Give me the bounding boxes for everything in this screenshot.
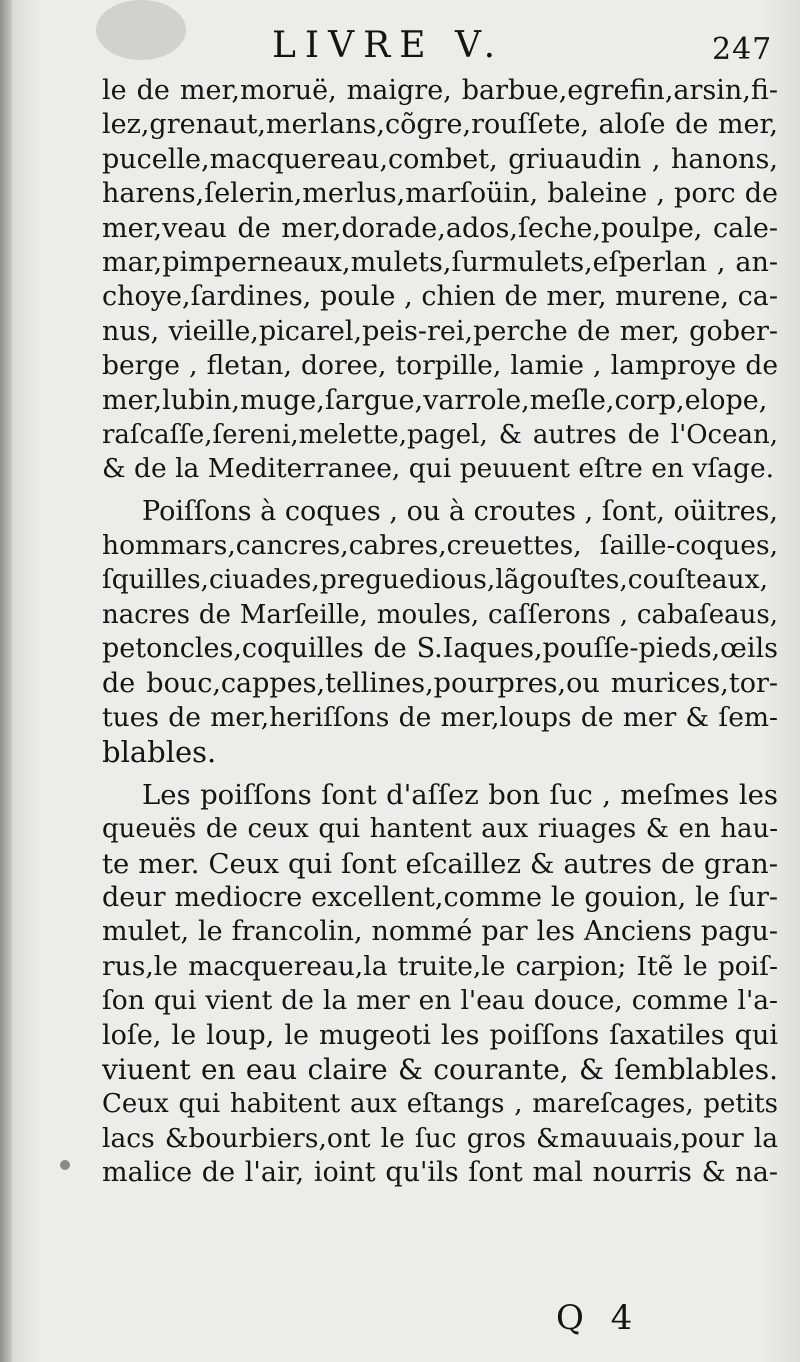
page-footer <box>0 1296 800 1346</box>
text-line: nus, vieille,picarel,peis-rei,perche de mer, gober- <box>102 315 778 347</box>
text-line: loſe, le loup, le mugeoti les poiſſons ſaxatiles qui <box>102 1019 778 1051</box>
text-line: harens,ſelerin,merlus,marſoüin, baleine , porc de <box>102 178 778 210</box>
text-line: tues de mer,heriſſons de mer,loups de mer & ſem- <box>102 702 778 734</box>
text-line: mer,veau de mer,dorade,ados,ſeche,poulpe, cale- <box>102 212 778 244</box>
paragraph-gap <box>102 770 778 778</box>
text-line: choye,ſardines, poule , chien de mer, murene, ca- <box>102 281 778 313</box>
paragraph-fish-quality <box>102 778 778 1191</box>
text-line: lez,grenaut,merlans,cõgre,rouſſete, aloſe de mer, <box>102 109 778 141</box>
text-line: raſcaſſe,ſereni,melette,pagel, & autres de l'Ocean, <box>102 419 778 450</box>
text-line: Les poiſſons ſont d'aſſez bon ſuc , meſmes les <box>142 778 778 811</box>
text-line: malice de l'air, ioint qu'ils ſont mal nourris & na- <box>102 1157 778 1189</box>
text-line: ſon qui vient de la mer en l'eau douce, comme l'a- <box>102 985 778 1017</box>
text-line: ſquilles,ciuades,preguedious,lãgouſtes,couſteaux, <box>102 564 768 596</box>
page-header <box>0 18 800 74</box>
paragraph-gap <box>102 487 778 495</box>
text-line: hommars,cancres,cabres,creuettes, ſaille-coques, <box>102 530 778 562</box>
running-head: LIVRE V. <box>272 25 505 66</box>
text-line: mar,pimperneaux,mulets,ſurmulets,eſperlan , an- <box>102 246 778 278</box>
text-line: pucelle,macquereau,combet, griuaudin , hanons, <box>102 143 778 175</box>
paragraph-fish-list <box>102 74 778 487</box>
signature-mark: Q 4 <box>556 1298 641 1338</box>
page-stain <box>60 1160 70 1170</box>
text-line: deur mediocre excellent,comme le gouion, le ſur- <box>102 881 778 913</box>
text-line: mer,lubin,muge,ſargue,varrole,meſle,corp,elope, <box>102 384 768 416</box>
text-line: Ceux qui habitent aux eſtangs , mareſcages, petits <box>102 1089 778 1120</box>
text-line: le de mer,moruë, maigre, barbue,egrefin,arsin,fi- <box>102 75 778 106</box>
text-line: berge , fletan, doree, torpille, lamie , lamproye de <box>102 350 778 382</box>
text-line: blables. <box>102 735 217 770</box>
page-number: 247 <box>712 32 773 67</box>
text-line: nacres de Marſeille, moules, caſſerons , cabaſeaus, <box>102 599 778 630</box>
paragraph-shellfish <box>102 495 778 770</box>
text-line: petoncles,coquilles de S.Iaques,pouſſe-pieds,œils <box>102 633 778 665</box>
text-line: mulet, le francolin, nommé par les Anciens pagu- <box>102 916 778 948</box>
body-text <box>102 74 778 1191</box>
page-spine-shadow <box>0 0 12 1362</box>
text-line: viuent en eau claire & courante, & ſemblables. <box>102 1052 778 1086</box>
text-line: te mer. Ceux qui ſont eſcaillez & autres de gran- <box>102 847 778 880</box>
text-line: queuës de ceux qui hantent aux riuages & en hau- <box>102 814 778 845</box>
text-line: Poiſſons à coques , ou à croutes , ſont, oüitres, <box>142 495 778 527</box>
text-line: lacs &bourbiers,ont le ſuc gros &mauuais,pour la <box>102 1122 778 1154</box>
text-line: rus,le macquereau,la truite,le carpion; Itẽ le poiſ- <box>102 950 778 982</box>
text-line: & de la Mediterranee, qui peuuent eſtre en vſage. <box>102 453 775 485</box>
text-line: de bouc,cappes,tellines,pourpres,ou murices,tor- <box>102 667 778 699</box>
